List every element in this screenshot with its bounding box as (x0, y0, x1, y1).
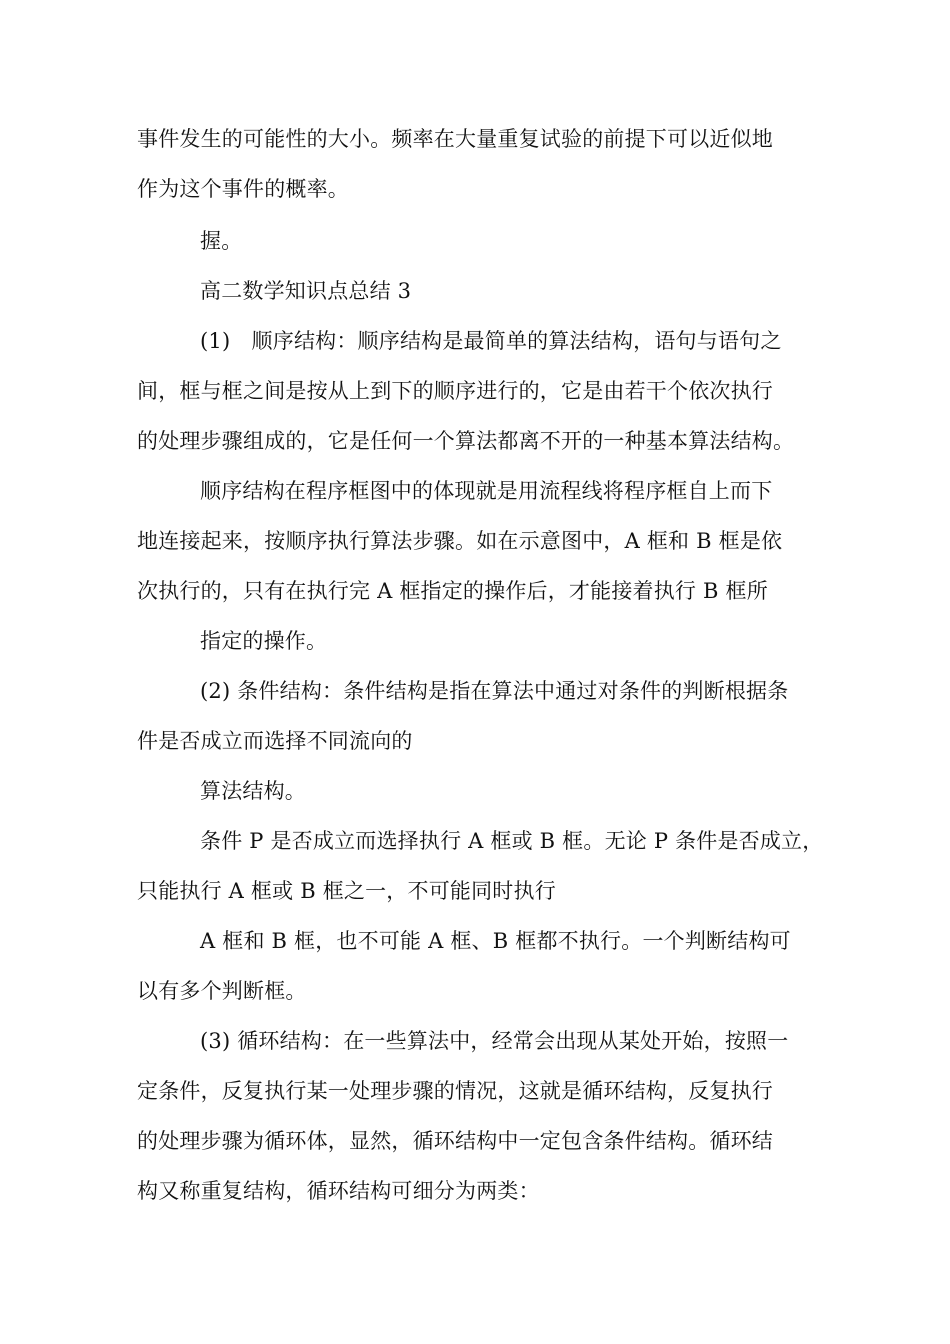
text-line: 指定的操作。 (200, 629, 328, 653)
text-line: 顺序结构在程序框图中的体现就是用流程线将程序框自上而下 (200, 479, 773, 503)
text-line: 地连接起来，按顺序执行算法步骤。如在示意图中，A 框和 B 框是依 (137, 529, 783, 553)
text-line: 的处理步骤组成的，它是任何一个算法都离不开的一种基本算法结构。 (137, 429, 795, 453)
text-line: 作为这个事件的概率。 (137, 177, 349, 201)
text-line: A 框和 B 框，也不可能 A 框、B 框都不执行。一个判断结构可 (200, 929, 791, 953)
text-line: 次执行的，只有在执行完 A 框指定的操作后，才能接着执行 B 框所 (137, 579, 768, 603)
text-line: 只能执行 A 框或 B 框之一，不可能同时执行 (137, 879, 556, 903)
text-line: 算法结构。 (200, 779, 306, 803)
text-line: (2) 条件结构：条件结构是指在算法中通过对条件的判断根据条 (200, 679, 789, 703)
text-line: (1) 顺序结构：顺序结构是最简单的算法结构，语句与语句之 (200, 329, 782, 353)
text-line: 条件 P 是否成立而选择执行 A 框或 B 框。无论 P 条件是否成立， (200, 829, 824, 853)
text-line: 的处理步骤为循环体，显然，循环结构中一定包含条件结构。循环结 (137, 1129, 773, 1153)
text-line: 事件发生的可能性的大小。频率在大量重复试验的前提下可以近似地 (137, 127, 773, 151)
text-line: (3) 循环结构：在一些算法中，经常会出现从某处开始，按照一 (200, 1029, 789, 1053)
text-line: 以有多个判断框。 (137, 979, 307, 1003)
text-line: 定条件，反复执行某一处理步骤的情况，这就是循环结构，反复执行 (137, 1079, 773, 1103)
text-line: 构又称重复结构，循环结构可细分为两类： (137, 1179, 540, 1203)
text-line: 间，框与框之间是按从上到下的顺序进行的，它是由若干个依次执行 (137, 379, 773, 403)
text-line: 握。 (200, 229, 243, 253)
text-line: 件是否成立而选择不同流向的 (137, 729, 413, 753)
section-heading: 高二数学知识点总结 3 (200, 279, 412, 303)
